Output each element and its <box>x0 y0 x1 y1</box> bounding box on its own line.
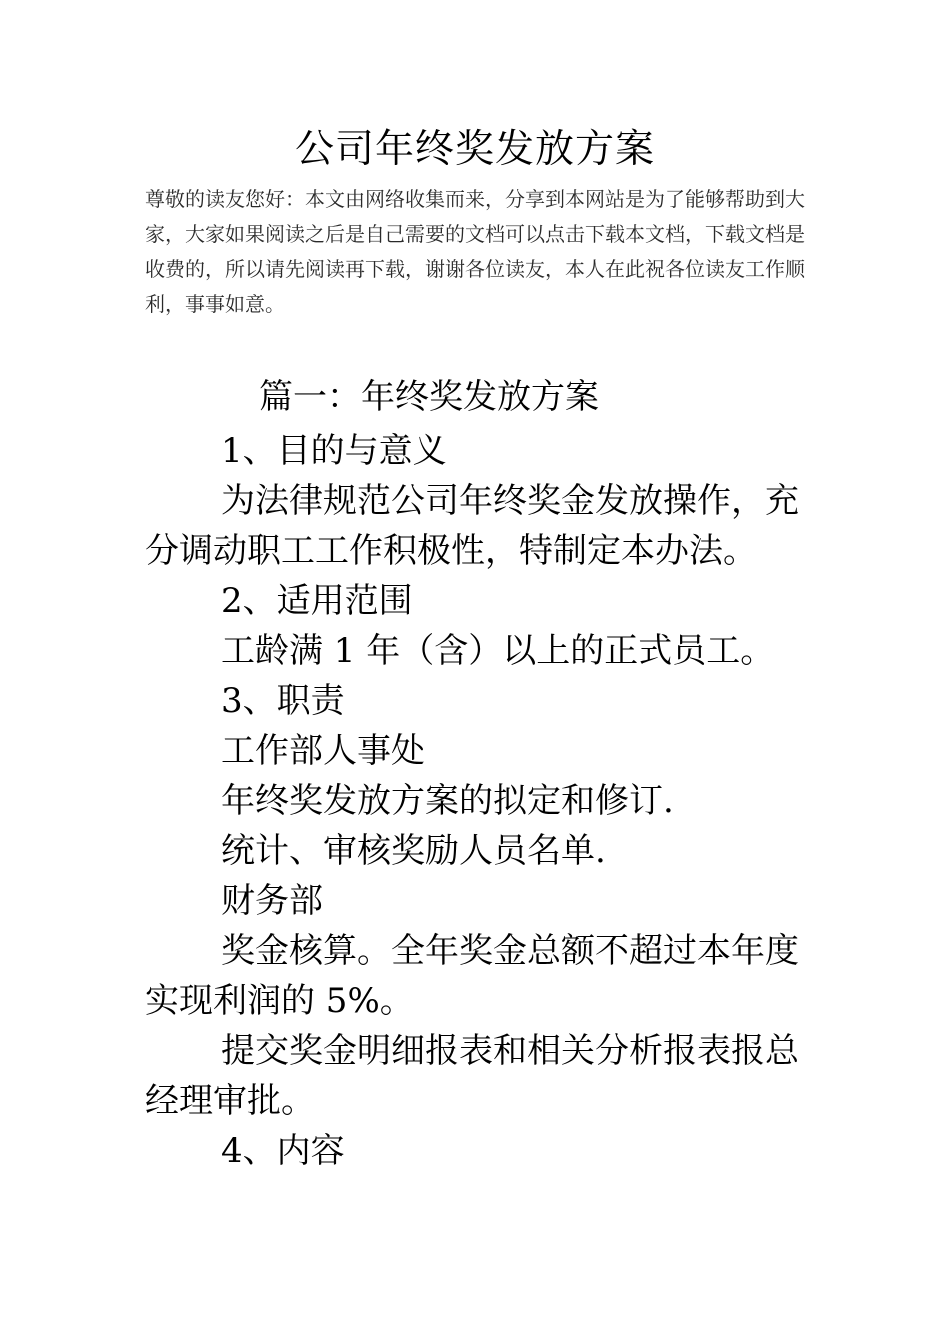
paragraph-finance-dept: 财务部 <box>221 881 323 921</box>
paragraph-purpose: 为法律规范公司年终奖金发放操作，充分调动职工工作积极性，特制定本办法。 <box>145 481 799 571</box>
heading-duties: 3、职责 <box>221 681 345 721</box>
paragraph-scope: 工龄满 1 年（含）以上的正式员工。 <box>221 631 775 671</box>
heading-purpose: 1、目的与意义 <box>221 431 447 471</box>
document-title: 公司年终奖发放方案 <box>294 127 655 172</box>
paragraph-hr-duty-2: 统计、审核奖励人员名单. <box>221 831 606 871</box>
paragraph-finance-duty-2: 提交奖金明细报表和相关分析报表报总经理审批。 <box>145 1031 799 1121</box>
document-body <box>145 372 830 1176</box>
reader-notice: 尊敬的读友您好：本文由网络收集而来，分享到本网站是为了能够帮助到大家，大家如果阅读之后是自己需要的文档可以点击下载本文档，下载文档是收费的，所以请先阅读再下载，谢谢各位读友，本人在此祝各位读友工作顺利，事事如意。 <box>145 187 805 316</box>
heading-content: 4、内容 <box>221 1131 345 1171</box>
heading-scope: 2、适用范围 <box>221 581 413 621</box>
paragraph-hr-dept: 工作部人事处 <box>221 731 425 771</box>
paragraph-finance-duty-1: 奖金核算。全年奖金总额不超过本年度实现利润的 5%。 <box>145 931 799 1021</box>
paragraph-hr-duty-1: 年终奖发放方案的拟定和修订. <box>221 781 674 821</box>
section-title: 篇一：年终奖发放方案 <box>259 377 599 417</box>
